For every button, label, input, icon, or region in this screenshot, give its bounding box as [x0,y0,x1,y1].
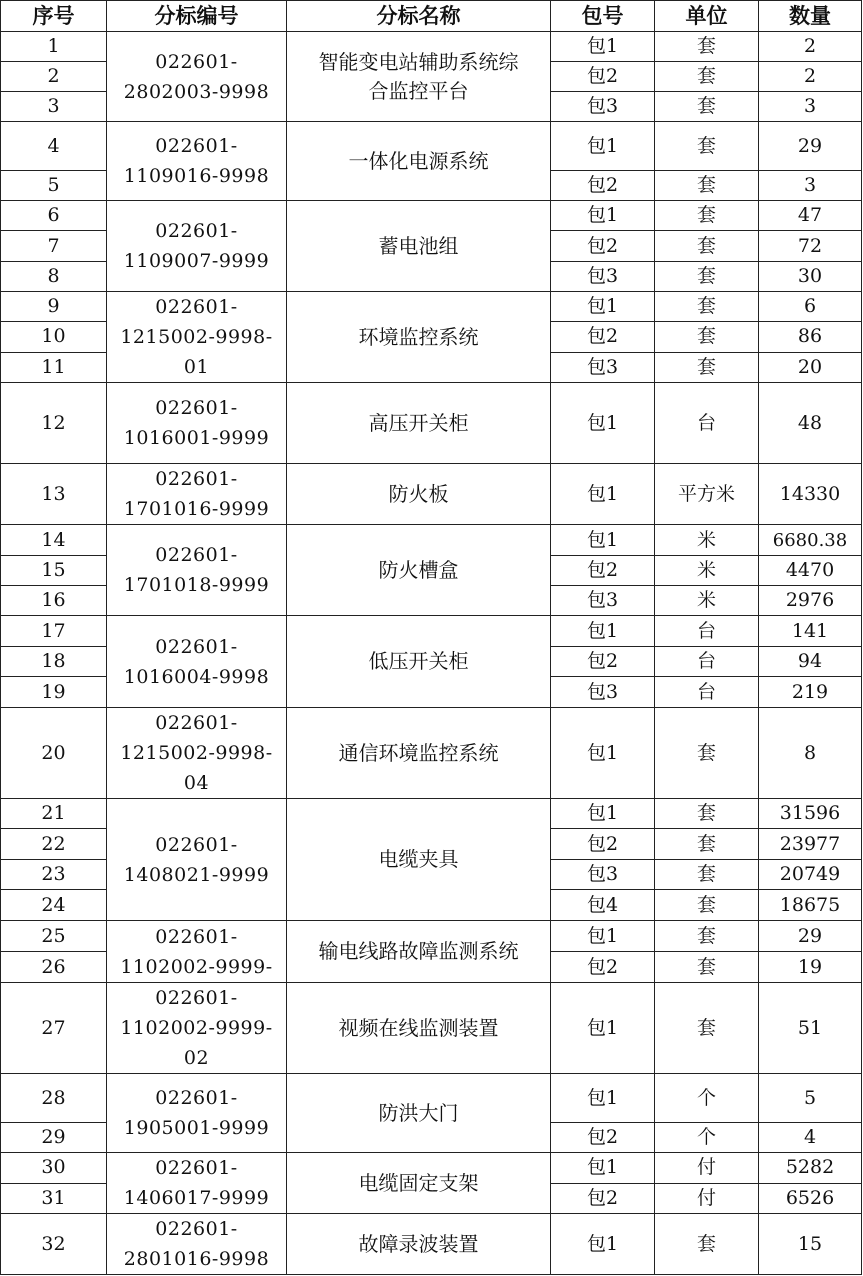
header-index: 序号 [1,1,107,32]
quantity: 86 [759,322,862,352]
row-index: 5 [1,171,107,201]
package-number: 包2 [551,322,655,352]
unit: 套 [655,262,759,292]
section-name: 智能变电站辅助系统综 合监控平台 [287,32,551,122]
section-name: 通信环境监控系统 [287,708,551,799]
quantity: 30 [759,262,862,292]
quantity: 20749 [759,860,862,890]
section-name: 低压开关柜 [287,616,551,708]
section-code: 022601- 1905001-9999 [107,1074,287,1153]
row-index: 28 [1,1074,107,1123]
row-index: 1 [1,32,107,62]
unit: 平方米 [655,464,759,525]
table-row [1,708,862,799]
quantity: 18675 [759,890,862,921]
quantity: 3 [759,92,862,122]
package-number: 包2 [551,1123,655,1153]
unit: 套 [655,322,759,352]
row-index: 15 [1,556,107,586]
section-code: 022601- 1215002-9998- 01 [107,292,287,383]
package-number: 包2 [551,231,655,262]
quantity: 23977 [759,829,862,860]
row-index: 21 [1,799,107,829]
row-index: 18 [1,647,107,677]
table-row [1,1153,862,1184]
unit: 套 [655,62,759,92]
unit: 个 [655,1123,759,1153]
quantity: 72 [759,231,862,262]
unit: 套 [655,890,759,921]
unit: 套 [655,799,759,829]
quantity: 3 [759,171,862,201]
header-section-code: 分标编号 [107,1,287,32]
package-number: 包1 [551,983,655,1074]
section-name: 蓄电池组 [287,201,551,292]
package-number: 包2 [551,952,655,983]
quantity: 14330 [759,464,862,525]
section-code: 022601- 1102002-9999- [107,921,287,983]
row-index: 2 [1,62,107,92]
package-number: 包2 [551,556,655,586]
row-index: 25 [1,921,107,952]
section-code: 022601- 1102002-9999- 02 [107,983,287,1074]
section-code: 022601- 1016001-9999 [107,383,287,464]
quantity: 2976 [759,586,862,616]
section-name: 防火槽盒 [287,525,551,616]
row-index: 22 [1,829,107,860]
unit: 套 [655,92,759,122]
package-number: 包2 [551,829,655,860]
package-number: 包1 [551,525,655,556]
section-code: 022601- 1701018-9999 [107,525,287,616]
table-row [1,201,862,231]
unit: 套 [655,1214,759,1275]
section-code: 022601- 1408021-9999 [107,799,287,921]
row-index: 26 [1,952,107,983]
header-package: 包号 [551,1,655,32]
unit: 套 [655,952,759,983]
section-name: 故障录波装置 [287,1214,551,1275]
section-name: 防火板 [287,464,551,525]
package-number: 包2 [551,62,655,92]
row-index: 7 [1,231,107,262]
row-index: 13 [1,464,107,525]
row-index: 17 [1,616,107,647]
package-number: 包1 [551,799,655,829]
row-index: 3 [1,92,107,122]
unit: 米 [655,525,759,556]
table-row [1,383,862,464]
row-index: 12 [1,383,107,464]
unit: 套 [655,32,759,62]
header-row [1,1,862,32]
package-number: 包3 [551,92,655,122]
row-index: 6 [1,201,107,231]
section-code: 022601- 1016004-9998 [107,616,287,708]
row-index: 14 [1,525,107,556]
quantity: 20 [759,352,862,382]
table-body [1,32,862,1275]
row-index: 23 [1,860,107,890]
row-index: 20 [1,708,107,799]
package-number: 包3 [551,677,655,708]
quantity: 51 [759,983,862,1074]
row-index: 8 [1,262,107,292]
package-number: 包1 [551,32,655,62]
section-name: 一体化电源系统 [287,122,551,201]
quantity: 219 [759,677,862,708]
quantity: 6 [759,292,862,322]
unit: 台 [655,383,759,464]
quantity: 141 [759,616,862,647]
table-row [1,122,862,171]
section-name: 电缆固定支架 [287,1153,551,1214]
quantity: 29 [759,122,862,171]
row-index: 16 [1,586,107,616]
unit: 套 [655,921,759,952]
row-index: 32 [1,1214,107,1275]
unit: 套 [655,201,759,231]
package-number: 包3 [551,586,655,616]
package-number: 包3 [551,860,655,890]
quantity: 31596 [759,799,862,829]
section-code: 022601- 1701016-9999 [107,464,287,525]
quantity: 15 [759,1214,862,1275]
quantity: 19 [759,952,862,983]
package-number: 包1 [551,122,655,171]
unit: 付 [655,1183,759,1214]
section-name: 输电线路故障监测系统 [287,921,551,983]
quantity: 8 [759,708,862,799]
header-unit: 单位 [655,1,759,32]
section-name: 环境监控系统 [287,292,551,383]
row-index: 29 [1,1123,107,1153]
section-name: 视频在线监测装置 [287,983,551,1074]
table-row [1,983,862,1074]
section-code: 022601- 1215002-9998- 04 [107,708,287,799]
unit: 米 [655,586,759,616]
package-number: 包1 [551,1074,655,1123]
quantity: 5282 [759,1153,862,1184]
section-name: 高压开关柜 [287,383,551,464]
table-row [1,1214,862,1275]
package-number: 包1 [551,292,655,322]
package-number: 包2 [551,171,655,201]
unit: 个 [655,1074,759,1123]
table-row [1,1074,862,1123]
section-name: 电缆夹具 [287,799,551,921]
package-number: 包3 [551,352,655,382]
quantity: 2 [759,32,862,62]
unit: 套 [655,231,759,262]
table-row [1,32,862,62]
header-quantity: 数量 [759,1,862,32]
table-row [1,799,862,829]
table-row [1,616,862,647]
package-number: 包2 [551,647,655,677]
package-number: 包1 [551,1214,655,1275]
table-row [1,525,862,556]
package-number: 包1 [551,1153,655,1184]
unit: 套 [655,352,759,382]
quantity: 48 [759,383,862,464]
row-index: 30 [1,1153,107,1184]
section-code: 022601- 1109007-9999 [107,201,287,292]
unit: 套 [655,708,759,799]
header-section-name: 分标名称 [287,1,551,32]
row-index: 24 [1,890,107,921]
table-row [1,292,862,322]
section-code: 022601- 1406017-9999 [107,1153,287,1214]
unit: 套 [655,292,759,322]
row-index: 4 [1,122,107,171]
section-code: 022601- 1109016-9998 [107,122,287,201]
package-number: 包3 [551,262,655,292]
quantity: 47 [759,201,862,231]
row-index: 11 [1,352,107,382]
package-number: 包1 [551,201,655,231]
package-number: 包1 [551,383,655,464]
row-index: 31 [1,1183,107,1214]
table-row [1,464,862,525]
package-number: 包4 [551,890,655,921]
unit: 套 [655,122,759,171]
quantity: 4470 [759,556,862,586]
row-index: 19 [1,677,107,708]
quantity: 6526 [759,1183,862,1214]
unit: 套 [655,171,759,201]
unit: 套 [655,860,759,890]
row-index: 27 [1,983,107,1074]
quantity: 2 [759,62,862,92]
package-number: 包1 [551,616,655,647]
unit: 台 [655,647,759,677]
unit: 套 [655,983,759,1074]
section-code: 022601- 2801016-9998 [107,1214,287,1275]
unit: 台 [655,677,759,708]
quantity: 4 [759,1123,862,1153]
unit: 付 [655,1153,759,1184]
row-index: 9 [1,292,107,322]
unit: 套 [655,829,759,860]
row-index: 10 [1,322,107,352]
package-number: 包1 [551,921,655,952]
package-number: 包1 [551,708,655,799]
unit: 台 [655,616,759,647]
quantity: 29 [759,921,862,952]
quantity: 5 [759,1074,862,1123]
table-row [1,921,862,952]
section-code: 022601- 2802003-9998 [107,32,287,122]
package-number: 包2 [551,1183,655,1214]
unit: 米 [655,556,759,586]
quantity: 94 [759,647,862,677]
quantity: 6680.38 [759,525,862,556]
package-number: 包1 [551,464,655,525]
section-name: 防洪大门 [287,1074,551,1153]
